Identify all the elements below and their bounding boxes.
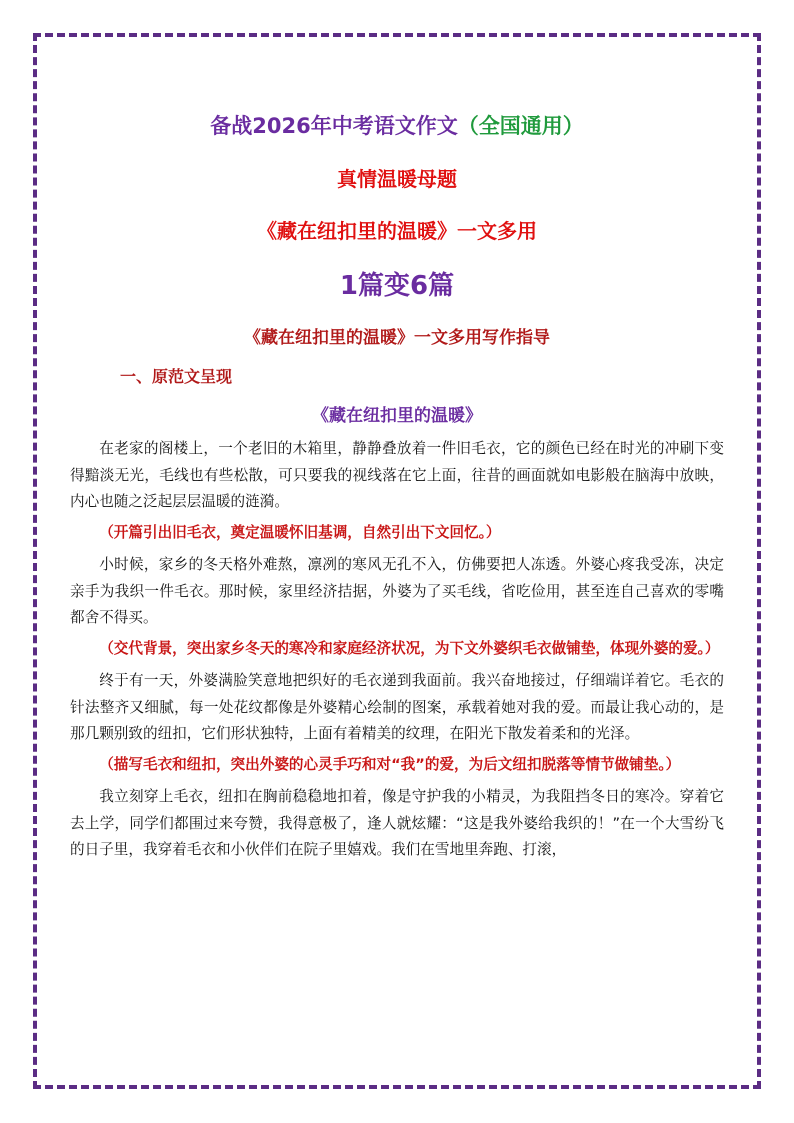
annotation: （开篇引出旧毛衣，奠定温暖怀旧基调，自然引出下文回忆。） (99, 523, 501, 541)
section-heading: 一、原范文呈现 (120, 367, 233, 386)
main-title (70, 110, 724, 142)
main-title-suffix: （全国通用） (457, 114, 584, 138)
subtitle-guide: 《藏在纽扣里的温暖》一文多用写作指导 (244, 328, 550, 348)
document-body (70, 110, 724, 864)
essay-title: 《藏在纽扣里的温暖》 (312, 406, 482, 426)
subtitle-theme: 真情温暖母题 (337, 167, 457, 191)
paragraph: 在老家的阁楼上，一个老旧的木箱里，静静叠放着一件旧毛衣，它的颜色已经在时光的冲刷下变得黯淡无光，毛线也有些松散，可只要我的视线落在它上面，往昔的画面就如电影般在脑海中放映，内心也随之泛起层层温暖的涟漪。 (70, 440, 724, 510)
paragraph: 小时候，家乡的冬天格外难熬，凛冽的寒风无孔不入，仿佛要把人冻透。外婆心疼我受冻，决定亲手为我织一件毛衣。那时候，家里经济拮据，外婆为了买毛线，省吃俭用，甚至连自己喜欢的零嘴都舍不得买。 (70, 556, 724, 626)
paragraph: 我立刻穿上毛衣，纽扣在胸前稳稳地扣着，像是守护我的小精灵，为我阻挡冬日的寒冷。穿着它去上学，同学们都围过来夸赞，我得意极了，逢人就炫耀：“这是我外婆给我织的！”在一个大雪纷飞的日子里，我穿着毛衣和小伙伴们在院子里嬉戏。我们在雪地里奔跑、打滚， (70, 788, 724, 858)
annotation: （描写毛衣和纽扣，突出外婆的心灵手巧和对“我”的爱，为后文纽扣脱落等情节做铺垫。） (99, 755, 681, 773)
paragraph: 终于有一天，外婆满脸笑意地把织好的毛衣递到我面前。我兴奋地接过，仔细端详着它。毛衣的针法整齐又细腻，每一处花纹都像是外婆精心绘制的图案，承载着她对我的爱。而最让我心动的，是那几颗别致的纽扣，它们形状独特，上面有着精美的纹理，在阳光下散发着柔和的光泽。 (70, 672, 724, 742)
annotation: （交代背景，突出家乡冬天的寒冷和家庭经济状况，为下文外婆织毛衣做铺垫，体现外婆的爱。） (99, 639, 720, 657)
main-title-prefix: 备战2026年中考语文作文 (210, 114, 458, 138)
subtitle-essay: 《藏在纽扣里的温暖》一文多用 (257, 219, 537, 243)
subtitle-count: 1篇变6篇 (339, 271, 455, 301)
